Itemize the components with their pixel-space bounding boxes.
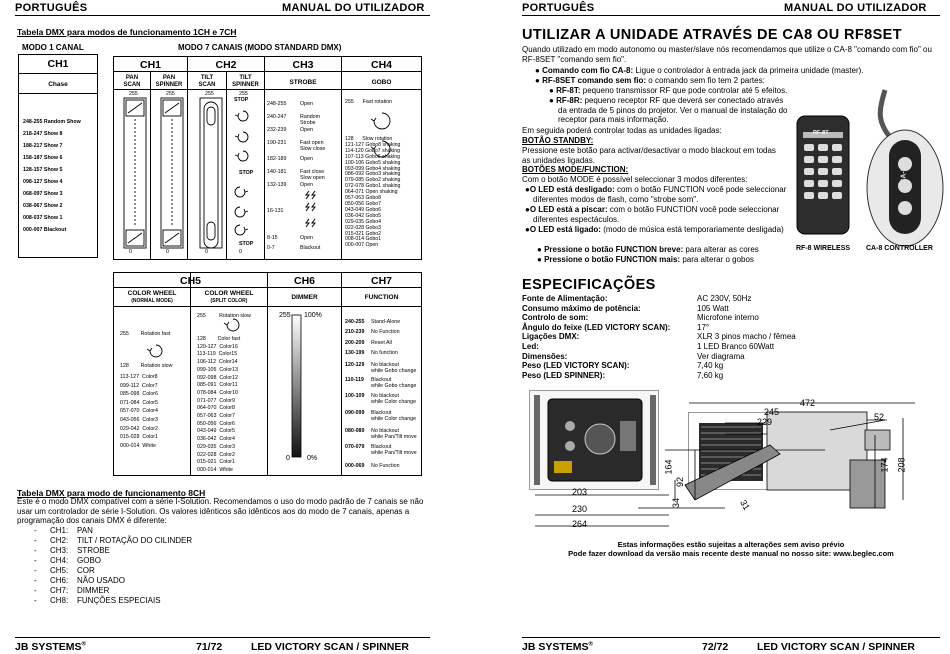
control-line: Em seguida poderá controlar todas as unidades ligadas: [522, 126, 722, 135]
footer-brand [15, 641, 86, 653]
pan-spinner-0: 0 [166, 249, 169, 255]
strobe-desc: Random Strobe [300, 114, 321, 126]
strobe-desc: Open [300, 127, 313, 133]
dim-34: 34 [671, 497, 682, 509]
mode1-row: 038-067 Show 2 [23, 203, 63, 209]
bullet-rf8r-bold: RF-8R: [556, 96, 583, 105]
tilt-spinner-255: 255 [239, 91, 248, 97]
bullet-rf8t: ● RF-8T: pequeno transmissor RF que pode controlar até 5 efeitos. [549, 86, 788, 95]
table2-text: Este é o modo DMX compatível com a série I-Solution. Recomendamos o uso do modo padrão de 7 canais se não usar um controlador de série I-Solution. Os valores idênticos são idênticos aos do modo de 7 canais, apenas a programação dos canais DMX é diferente: [17, 497, 424, 525]
spec-key: Dimensões: [522, 351, 568, 361]
spec-key: Led: [522, 342, 539, 351]
page-number: 72/72 [702, 641, 729, 653]
dimmer-top-pct: 100% [304, 312, 322, 319]
function-value: 130-199 [345, 350, 365, 356]
language-label: PORTUGUÊS [522, 2, 595, 14]
strobe-desc: Open [300, 182, 313, 188]
function-value: 080-089 [345, 428, 365, 434]
dimmer-label: DIMMER [291, 294, 318, 301]
spec-value: 105 Watt [697, 303, 729, 313]
header-rule [15, 15, 430, 16]
mode-short-press-bold: Pressione o botão FUNCTION breve: [544, 245, 684, 254]
spec-value: Ver diagrama [697, 351, 745, 361]
mode1-row: 000-007 Blackout [23, 227, 67, 233]
ch8-dash: - [34, 546, 37, 555]
tilt-spinner-stop-mid: STOP [239, 170, 254, 176]
function-value: 090-099 [345, 410, 365, 416]
ch8-channel: CH8: [50, 596, 69, 605]
rf8-badge: RF-8T [813, 130, 829, 136]
strobe-value: 132-139 [267, 182, 287, 188]
function-value: 240-255 [345, 319, 365, 325]
function-label: FUNCTION [364, 294, 399, 301]
dim-92: 92 [675, 476, 686, 488]
ch7-head: CH7 [370, 275, 392, 287]
mode1-name: Chase [48, 81, 68, 88]
ch8-channel: CH2: [50, 536, 69, 545]
function-value: 200-209 [345, 340, 365, 346]
mode1-row: 068-097 Show 3 [23, 191, 63, 197]
function-value: 070-079 [345, 444, 365, 450]
cw-normal-sub: (NORMAL MODE) [131, 298, 173, 304]
mode7-bottom-table [113, 272, 422, 476]
function-desc: No blackout while Pan/Tilt move [371, 428, 417, 440]
ch8-channel: CH1: [50, 526, 69, 535]
mode1-title: MODO 1 CANAL [22, 43, 84, 52]
ch8-dash: - [34, 526, 37, 535]
mode-led-blink-text: com o botão FUNCTION você pode seleccionar diferentes espectáculos. [533, 205, 780, 224]
ch8-channel: CH4: [50, 556, 69, 565]
tilt-spinner-0: 0 [239, 249, 242, 255]
footer-brand [522, 641, 593, 653]
strobe-desc: Open [300, 101, 313, 107]
cw-split: COLOR WHEEL [204, 290, 254, 297]
gobo-label: GOBO [371, 79, 392, 86]
bullet-rf8r: ● RF-8R: pequeno receptor RF que deverá ser conectado através da entrada de 5 pinos do projetor. Ver o manual de instalação do receptor para mais informação. [549, 96, 788, 124]
download-note: Pode fazer download da versão mais recente deste manual no nosso site: www.beglec.com [568, 549, 894, 558]
mode-led-blink-bold: O LED está a piscar: [529, 205, 608, 214]
function-value: 110-119 [345, 377, 364, 383]
mode-led-off-bold: O LED está desligado: [529, 185, 615, 194]
ch8-function: DIMMER [77, 586, 110, 595]
function-value: 210-239 [345, 329, 365, 335]
pan-spinner-255: 255 [166, 91, 175, 97]
mode1-row: 218-247 Show 8 [23, 131, 63, 137]
mode-short-press: ● Pressione o botão FUNCTION breve: para alterar as cores [537, 245, 759, 254]
mode1-row: 248-255 Random Show [23, 119, 81, 125]
cw2-top: 255 Rotation slow [197, 313, 251, 319]
mode-long-press: ● Pressione o botão FUNCTION mais: para alterar o gobos [537, 255, 754, 264]
ch8-channel: CH7: [50, 586, 69, 595]
dim-245: 245 [764, 407, 780, 417]
mode-led-on-bold: O LED está ligado: [529, 225, 601, 234]
header-rule [522, 15, 940, 16]
ch8-function: TILT / ROTAÇÃO DO CILINDER [77, 536, 193, 545]
strobe-value: 8-15 [267, 235, 278, 241]
disclaimer: Estas informações estão sujeitas a alterações sem aviso prévio [617, 540, 845, 549]
function-value: 100-109 [345, 393, 365, 399]
language-label: PORTUGUÊS [15, 2, 88, 14]
mode-short-press-text: para alterar as cores [683, 245, 759, 254]
spec-value: 7,60 kg [697, 370, 724, 380]
pan-scan-255: 255 [129, 91, 138, 97]
footer-brand-text: JB SYSTEMS [15, 641, 82, 653]
standby-text: Pressione este botão para activar/desactivar o modo blackout em todas as unidades ligadas. [522, 146, 776, 165]
spec-value: AC 230V, 50Hz [697, 294, 752, 303]
pan-scan-0: 0 [129, 249, 132, 255]
dim-174: 174 [879, 457, 890, 473]
right-page [475, 0, 950, 654]
function-value: 000-069 [345, 463, 365, 469]
tilt-scan-label: TILT SCAN [198, 75, 216, 88]
ch8-dash: - [34, 576, 37, 585]
ch8-dash: - [34, 596, 37, 605]
spec-key: Ligações DMX: [522, 332, 580, 342]
ca8-caption: CA-8 CONTROLLER [866, 245, 933, 252]
cw-normal: COLOR WHEEL [127, 290, 177, 297]
ch4-head: CH4 [370, 59, 392, 71]
strobe-desc: Open [300, 235, 313, 241]
footer-reg: ® [588, 641, 593, 648]
gobo-rows: 128 Slow rotation 121-127 Gobo8 shaking 114-120 Gobo7 shaking 107-113 Gobo6 shaking 100-106 Gobo5 shaking 093-099 Gobo4 shaking 086-092 Gobo3 shaking 079-085 Gobo2 shaking 072-078 Gobo1 shaking 064-071 Open shaking 057-063 Gobo8 050-056 Gobo7 043-049 Gobo6 036-042 Gobo5 029-035 Gobo4 022-028 Gobo3 015-021 Gobo2 008-014 Gobo1 000-007 Open [345, 136, 401, 249]
strobe-value: 0-7 [267, 245, 275, 251]
dim-31: 31 [738, 498, 752, 512]
footer-model: LED VICTORY SCAN / SPINNER [757, 641, 915, 653]
mode1-row: 188-217 Show 7 [23, 143, 63, 149]
ch8-function: COR [77, 566, 95, 575]
ch8-function: PAN [77, 526, 93, 535]
dimmer-bottom: 0 [286, 455, 290, 462]
tilt-scan-255: 255 [205, 91, 214, 97]
dim-208: 208 [896, 457, 907, 473]
ch8-function: GOBO [77, 556, 102, 565]
bullet-rf8set-bold: RF-8SET comando sem fio: [542, 76, 647, 85]
strobe-value: 182-189 [267, 156, 287, 162]
function-desc: No Function [371, 329, 400, 335]
dimmer-top: 255 [279, 312, 291, 319]
cw1-top: 255 Rotation fast [120, 331, 171, 337]
mode-text: Com o botão MODE é possível seleccionar 3 modos diferentes: [522, 175, 748, 184]
tilt-scan-0: 0 [205, 249, 208, 255]
strobe-value: 16-131 [267, 208, 284, 214]
mode1-row: 128-157 Show 5 [23, 167, 63, 173]
dim-230: 230 [572, 504, 588, 514]
ch6-head: CH6 [293, 275, 315, 287]
ch8-function: FUNÇÕES ESPECIAIS [77, 596, 161, 605]
spec-value: Microfone interno [697, 313, 759, 323]
dim-203: 203 [572, 487, 588, 497]
mode-led-on: ●O LED está ligado: (modo de música está temporariamente desligada) [525, 225, 784, 234]
strobe-value: 190-231 [267, 140, 287, 146]
tilt-spinner-label: TILT SPINNER [232, 75, 259, 88]
strobe-desc: Fast open Slow close [300, 140, 326, 152]
function-desc: No function [371, 350, 398, 356]
strobe-value: 248-255 [267, 101, 287, 107]
cw1-mid: 128 Rotation slow [120, 363, 173, 369]
function-desc: Reset All [371, 340, 392, 346]
dimension-diagram [535, 390, 935, 530]
ch1-head: CH1 [139, 59, 161, 71]
tilt-spinner-stop-top: STOP [234, 97, 249, 103]
bullet-rf8t-bold: RF-8T: [556, 86, 581, 95]
cw-split-sub: (SPLIT COLOR) [210, 298, 248, 304]
ch8-channel: CH5: [50, 566, 69, 575]
function-value: 120-129 [345, 362, 365, 368]
dim-164: 164 [663, 459, 674, 475]
mode7-top-table [113, 56, 422, 260]
function-desc: Stand-Alone [371, 319, 401, 325]
spec-key: Peso (LED SPINNER): [522, 370, 606, 380]
mode1-table [18, 54, 98, 258]
footer-reg: ® [81, 641, 86, 648]
mode-led-on-text: (modo de música está temporariamente desligada) [600, 225, 784, 234]
footer-brand-text: JB SYSTEMS [522, 641, 589, 653]
mode-led-off: ●O LED está desligado: com o botão FUNCTION você pode seleccionar diferentes modos de flash, como "strobe som". [525, 185, 787, 204]
ch2-head: CH2 [215, 59, 237, 71]
strobe-desc: Blackout [300, 245, 321, 251]
mode7-title: MODO 7 CANAIS (MODO STANDARD DMX) [178, 43, 342, 52]
dim-264: 264 [572, 519, 588, 529]
spec-value: 17° [697, 322, 710, 332]
function-desc: No blackout while Color change [371, 393, 417, 405]
spec-title: ESPECIFICAÇÕES [522, 277, 656, 293]
dim-52: 52 [874, 412, 885, 422]
manual-label: MANUAL DO UTILIZADOR [282, 2, 425, 14]
page-number: 71/72 [196, 641, 223, 653]
gobo-top: 255 Fast rotation [345, 99, 393, 105]
cw1-rows: 113-127 Color8 099-112 Color7 085-098 Color6 071-084 Color5 057-070 Color4 043-056 Color3 029-042 Color2 015-028 Color1 000-014 White [120, 374, 158, 449]
strobe-value: 140-181 [267, 169, 287, 175]
strobe-desc: Open [300, 156, 313, 162]
tilt-spinner-stop-bot: STOP [239, 241, 254, 247]
mode1-ch: CH1 [47, 58, 69, 70]
function-desc: Blackout while Gobo change [371, 377, 417, 389]
strobe-label: STROBE [289, 79, 317, 86]
table-title: Tabela DMX para modos de funcionamento 1CH e 7CH [17, 27, 237, 37]
footer-model: LED VICTORY SCAN / SPINNER [251, 641, 409, 653]
function-desc: No Function [371, 463, 400, 469]
spec-key: Controlo de som: [522, 313, 589, 323]
ch8-function: NÃO USADO [77, 576, 126, 585]
ch3-head: CH3 [292, 59, 314, 71]
mode1-row: 098-127 Show 4 [23, 179, 63, 185]
rf8-caption: RF-8 WIRELESS [796, 245, 851, 252]
bullet-rf8t-text: pequeno transmissor RF que pode controlar até 5 efeitos. [580, 86, 788, 95]
strobe-value: 232-239 [267, 127, 287, 133]
spec-key: Fonte de Alimentação: [522, 294, 608, 303]
table2-title: Tabela DMX para modo de funcionamento 8CH [17, 488, 206, 498]
pan-spinner-label: PAN SPINNER [155, 75, 183, 88]
ch5-head: CH5 [179, 275, 201, 287]
mode-led-blink: ●O LED está a piscar: com o botão FUNCTION você pode seleccionar diferentes espectáculos. [525, 205, 780, 224]
bullet-ca8-bold: Comando com fio CA-8: [542, 66, 634, 75]
spec-key: Peso (LED VICTORY SCAN): [522, 361, 630, 371]
ca8-badge: CA-8 [900, 167, 908, 184]
strobe-desc: Fast close Slow open [300, 169, 325, 181]
ch8-function: STROBE [77, 546, 110, 555]
bullet-ca8: ● Comando com fio CA-8: Ligue o controlador à entrada jack da primeira unidade (master). [535, 66, 864, 75]
spec-value: 7,40 kg [697, 361, 724, 371]
pan-scan-label: PAN SCAN [123, 75, 141, 88]
ch8-channel: CH6: [50, 576, 69, 585]
mode1-row: 008-037 Show 1 [23, 215, 63, 221]
spec-value: XLR 3 pinos macho / fêmea [697, 332, 796, 342]
spec-key: Ângulo do feixe (LED VICTORY SCAN): [522, 322, 671, 332]
remote-controls-image [793, 100, 943, 250]
mode-long-press-bold: Pressione o botão FUNCTION mais: [544, 255, 681, 264]
dimmer-bottom-pct: 0% [307, 455, 318, 462]
ch8-dash: - [34, 586, 37, 595]
function-desc: Blackout while Color change [371, 410, 417, 422]
function-desc: No blackout while Gobo change [371, 362, 417, 374]
footer-rule [15, 637, 430, 638]
dim-472: 472 [800, 398, 816, 408]
strobe-value: 240-247 [267, 114, 287, 120]
footer-rule [522, 637, 940, 638]
mode-long-press-text: para alterar o gobos [680, 255, 754, 264]
bullet-ca8-text: Ligue o controlador à entrada jack da primeira unidade (master). [633, 66, 864, 75]
dim-229: 229 [757, 417, 773, 427]
bullet-rf8set-text: o comando sem fio tem 2 partes: [646, 76, 765, 85]
spec-key: Consumo máximo de potência: [522, 303, 641, 313]
function-desc: Blackout while Pan/Tilt move [371, 444, 417, 456]
cw2-rows: 128 Color fast 120-127 Color16 113-119 Color15 106-112 Color14 099-105 Color13 092-098 Color12 085-091 Color11 078-084 Color10 071-077 Color9 064-070 Color8 057-063 Color7 050-056 Color6 043-049 Color5 036-042 Color4 029-035 Color3 022-028 Color2 015-021 Color1 000-014 White [197, 336, 241, 473]
standby-title: BOTÃO STANDBY: [522, 136, 594, 145]
mode1-row: 158-187 Show 6 [23, 155, 63, 161]
ch8-dash: - [34, 566, 37, 575]
spec-value: 1 LED Branco 60Watt [697, 342, 775, 351]
mode-led-off-text: com o botão FUNCTION você pode seleccionar diferentes modos de flash, como "strobe som". [533, 185, 787, 204]
manual-label: MANUAL DO UTILIZADOR [784, 2, 927, 14]
ch8-dash: - [34, 556, 37, 565]
bullet-rf8r-text: pequeno receptor RF que deverá ser conectado através da entrada de 5 pinos do projetor. Ver o manual de instalação do receptor para mais informação. [558, 96, 788, 124]
section-title: UTILIZAR A UNIDADE ATRAVÉS DE CA8 OU RF8SET [522, 27, 902, 43]
intro-text: Quando utilizado em modo autonomo ou master/slave nós recomendamos que utilize o CA-8 "comando com fio" ou RF-8SET "comando sem fio". [522, 45, 932, 64]
mode-title: BOTÕES MODE/FUNCTION: [522, 165, 629, 174]
ch8-dash: - [34, 536, 37, 545]
bullet-rf8set: ● RF-8SET comando sem fio: o comando sem fio tem 2 partes: [535, 76, 765, 85]
ch8-channel: CH3: [50, 546, 69, 555]
